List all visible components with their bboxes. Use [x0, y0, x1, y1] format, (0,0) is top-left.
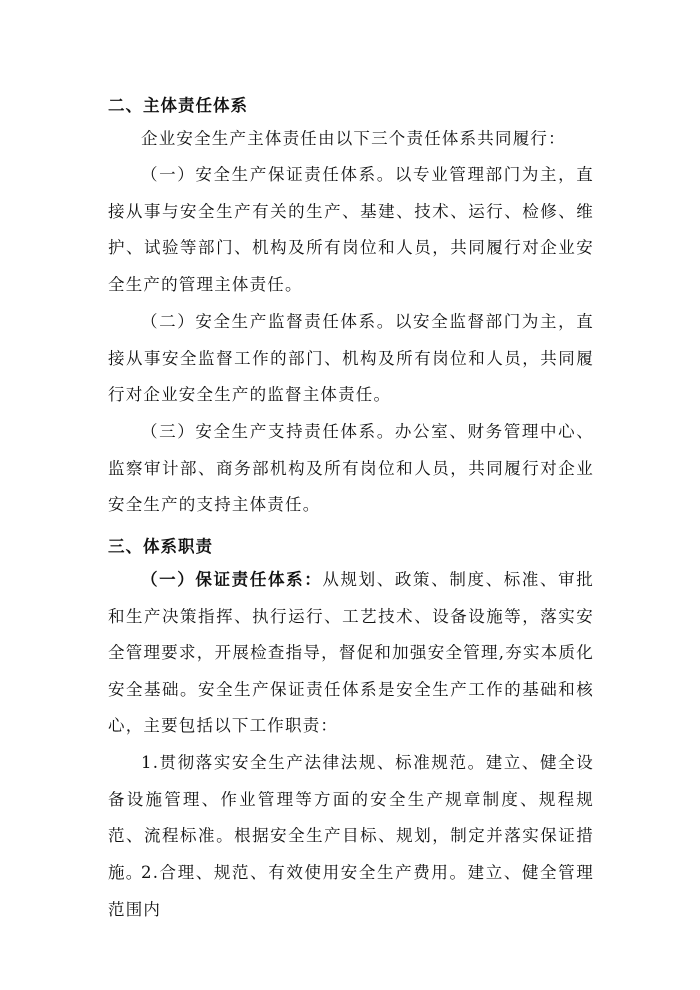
list-item-2: 2.合理、规范、有效使用安全生产费用。建立、健全管理范围内 — [108, 863, 594, 919]
section-2-paragraph-3: （三）安全生产支持责任体系。办公室、财务管理中心、监察审计部、商务部机构及所有岗位和人员，共同履行对企业安全生产的支持主体责任。 — [108, 422, 594, 514]
section-2-intro: 企业安全生产主体责任由以下三个责任体系共同履行： — [141, 129, 566, 148]
section-3-paragraph-1 — [108, 562, 594, 745]
section-heading-2: 二、主体责任体系 — [108, 96, 248, 115]
list-item-1: 1.贯彻落实安全生产法律法规、标准规范。建立、健全设备设施管理、作业管理等方面的安全生产规章制度、规程规范、流程标准。根据安全生产目标、规划，制定并落实保证措施。 — [108, 753, 594, 882]
section-heading-3: 三、体系职责 — [108, 537, 213, 556]
section-2-paragraph-1: （一）安全生产保证责任体系。以专业管理部门为主，直接从事与安全生产有关的生产、基建、技术、运行、检修、维护、试验等部门、机构及所有岗位和人员，共同履行对企业安全生产的管理主体责任。 — [108, 165, 594, 294]
section-3-paragraph-1-body: 从规划、政策、制度、标准、审批和生产决策指挥、执行运行、工艺技术、设备设施等，落实安全管理要求，开展检查指导，督促和加强安全管理,夯实本质化安全基础。安全生产保证责任体系是安全生产工作的基础和核心，主要包括以下工作职责： — [108, 570, 594, 735]
section-3-paragraph-1-lead: （一）保证责任体系： — [141, 570, 323, 589]
section-2-paragraph-2: （二）安全生产监督责任体系。以安全监督部门为主，直接从事安全监督工作的部门、机构及所有岗位和人员，共同履行对企业安全生产的监督主体责任。 — [108, 312, 594, 404]
